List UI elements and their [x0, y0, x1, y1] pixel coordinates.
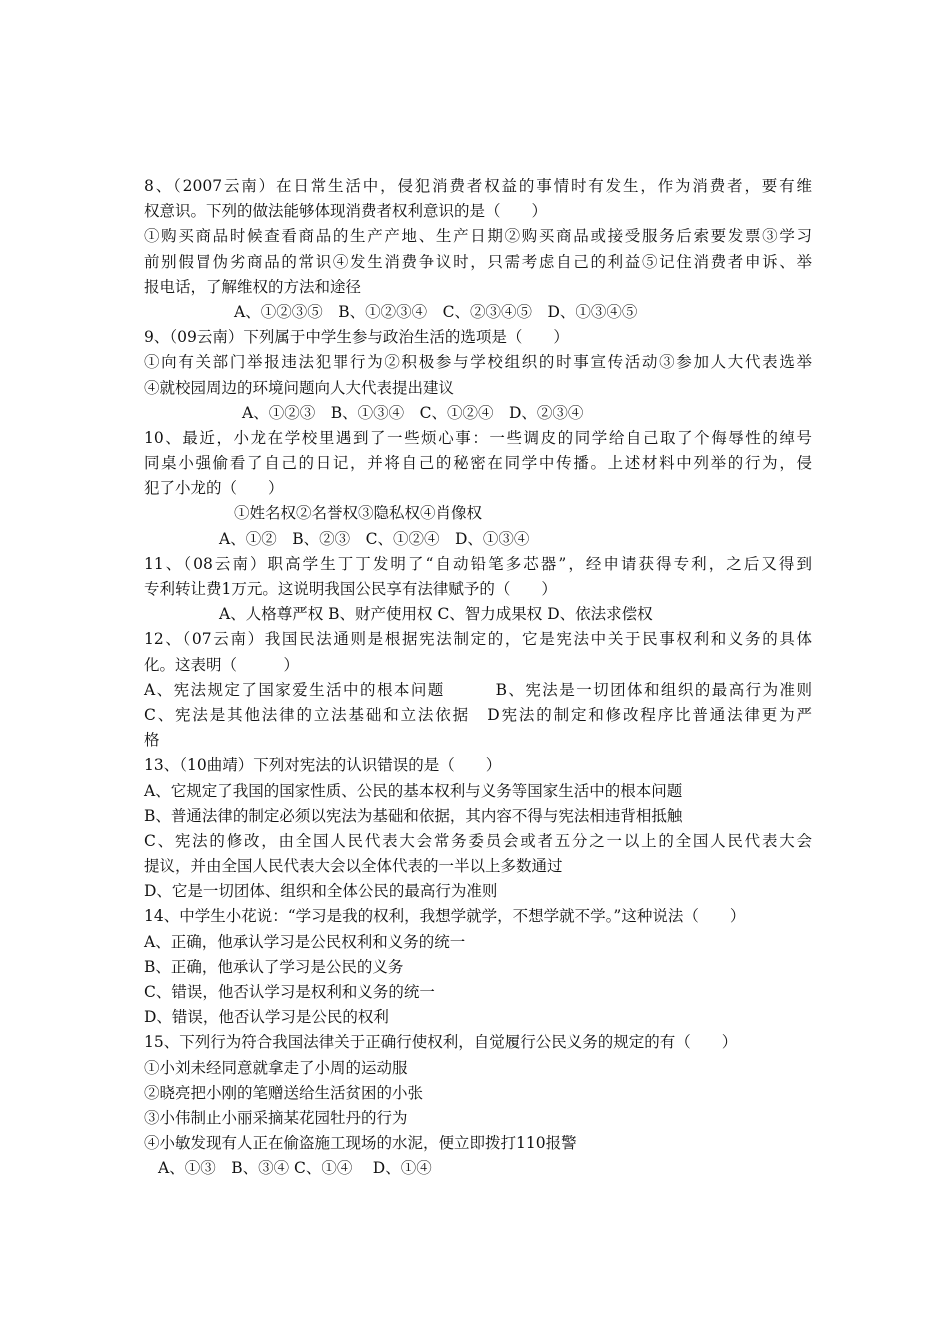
q13-option-c-line-1: C、宪法的修改，由全国人民代表大会常务委员会或者五分之一以上的全国人民代表大会	[144, 831, 812, 850]
q11-stem-line-2: 专利转让费1万元。这说明我国公民享有法律赋予的（ ）	[144, 580, 557, 598]
q8-stem-line-1: 8、（2007云南）在日常生活中，侵犯消费者权益的事情时有发生，作为消费者，要有维	[144, 177, 812, 195]
q13-option-a: A、它规定了我国的国家性质、公民的基本权利与义务等国家生活中的根本问题	[144, 781, 683, 800]
q13-option-d: D、它是一切团体、组织和全体公民的最高行为准则	[144, 882, 498, 901]
q12-options-line-3: 格	[144, 731, 160, 750]
document-page	[144, 174, 812, 1182]
q10-stem-line-3: 犯了小龙的（ ）	[144, 479, 284, 498]
q9-options: A、①②③ B、①③④ C、①②④ D、②③④	[242, 403, 584, 422]
q14-option-d: D、错误，他否认学习是公民的权利	[144, 1008, 389, 1027]
q9-statement-line-2: ④就校园周边的环境问题向人大代表提出建议	[144, 378, 455, 397]
q12-stem-line-1: 12、（07云南）我国民法通则是根据宪法制定的，它是宪法中关于民事权利和义务的具体	[144, 630, 812, 649]
q11-stem-line-1: 11、（08云南）职高学生丁丁发明了“自动铅笔多芯器”，经申请获得专利，之后又得到	[144, 554, 812, 573]
q8-options: A、①②③⑤ B、①②③④ C、②③④⑤ D、①③④⑤	[234, 302, 638, 321]
q12-stem-line-2: 化。这表明（ ）	[144, 655, 300, 674]
q8-statement-line-1: ①购买商品时候查看商品的生产产地、生产日期②购买商品或接受服务后索要发票③学习	[144, 227, 812, 246]
q15-statement-1: ①小刘未经同意就拿走了小周的运动服	[144, 1058, 408, 1077]
q8-statement-line-2: 前别假冒伪劣商品的常识④发生消费争议时，只需考虑自己的利益⑤记住消费者申诉、举	[144, 252, 812, 271]
q12-options-line-2: C、宪法是其他法律的立法基础和立法依据 D宪法的制定和修改程序比普通法律更为严	[144, 705, 812, 724]
q8-stem-line-2: 权意识。下列的做法能够体现消费者权利意识的是（ ）	[144, 202, 548, 221]
q15-statement-4: ④小敏发现有人正在偷盗施工现场的水泥，便立即拨打110报警	[144, 1134, 577, 1153]
q15-statement-3: ③小伟制止小丽采摘某花园牡丹的行为	[144, 1108, 408, 1127]
q8-statement-line-3: 报电话，了解维权的方法和途径	[144, 277, 362, 296]
q14-option-c: C、错误，他否认学习是权利和义务的统一	[144, 983, 435, 1001]
q9-stem: 9、（09云南）下列属于中学生参与政治生活的选项是（ ）	[144, 328, 569, 347]
q9-statement-line-1: ①向有关部门举报违法犯罪行为②积极参与学校组织的时事宣传活动③参加人大代表选举	[144, 353, 812, 372]
q15-options: A、①③ B、③④ C、①④ D、①④	[158, 1159, 432, 1178]
q11-options: A、人格尊严权 B、财产使用权 C、智力成果权 D、依法求偿权	[219, 605, 653, 624]
q12-options-line-1: A、宪法规定了国家爱生活中的根本问题 B、宪法是一切团体和组织的最高行为准则	[144, 680, 812, 699]
q10-options: A、①② B、②③ C、①②④ D、①③④	[219, 529, 530, 548]
q15-statement-2: ②晓亮把小刚的笔赠送给生活贫困的小张	[144, 1083, 424, 1102]
q10-statements: ①姓名权②名誉权③隐私权④肖像权	[234, 504, 483, 523]
q10-stem-line-1: 10、最近，小龙在学校里遇到了一些烦心事：一些调皮的同学给自己取了个侮辱性的绰号	[144, 428, 812, 447]
q10-stem-line-2: 同桌小强偷看了自己的日记，并将自己的秘密在同学中传播。上述材料中列举的行为，侵	[144, 454, 812, 473]
q13-option-b: B、普通法律的制定必须以宪法为基础和依据，其内容不得与宪法相违背相抵触	[144, 806, 683, 825]
q14-option-b: B、正确，他承认了学习是公民的义务	[144, 957, 404, 976]
q15-stem: 15、下列行为符合我国法律关于正确行使权利，自觉履行公民义务的规定的有（ ）	[144, 1033, 738, 1052]
q14-stem: 14、中学生小花说：“学习是我的权利，我想学就学，不想学就不学。”这种说法（ ）	[144, 907, 746, 926]
q14-option-a: A、正确，他承认学习是公民权利和义务的统一	[144, 932, 466, 951]
q13-stem: 13、（10曲靖）下列对宪法的认识错误的是（ ）	[144, 756, 502, 775]
q13-option-c-line-2: 提议，并由全国人民代表大会以全体代表的一半以上多数通过	[144, 857, 563, 876]
